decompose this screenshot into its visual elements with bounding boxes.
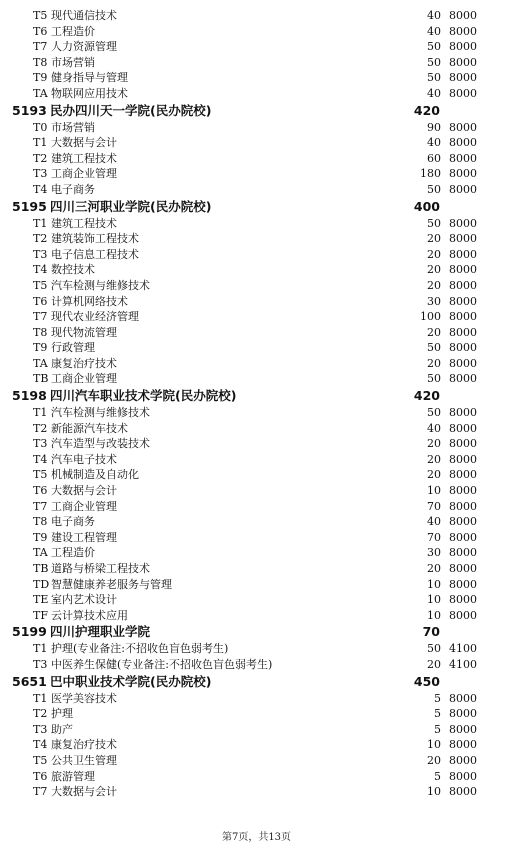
major-fee: 8000 [449, 40, 477, 54]
school-row [0, 102, 513, 120]
major-row [0, 737, 513, 753]
major-fee: 8000 [449, 452, 477, 466]
major-code: T1 [33, 136, 48, 150]
major-name: 建筑工程技术 [51, 216, 117, 230]
school-plan: 450 [413, 673, 440, 689]
major-row [0, 24, 513, 40]
major-plan: 50 [427, 372, 441, 386]
major-code: T3 [33, 167, 48, 181]
major-row [0, 467, 513, 483]
major-fee: 8000 [449, 216, 477, 230]
major-plan: 40 [427, 136, 441, 150]
major-row [0, 452, 513, 468]
major-name: 中医养生保健(专业备注:不招收色盲色弱考生) [51, 657, 273, 671]
major-fee: 8000 [449, 608, 477, 622]
major-code: T1 [33, 406, 48, 420]
major-code: TD [33, 577, 50, 591]
major-row [0, 577, 513, 593]
major-plan: 20 [427, 325, 441, 339]
major-code: T9 [33, 341, 48, 355]
major-fee: 8000 [449, 437, 477, 451]
major-name: 医学美容技术 [51, 691, 117, 705]
major-row [0, 340, 513, 356]
major-plan: 90 [427, 120, 441, 134]
major-plan: 20 [427, 753, 441, 767]
major-code: T3 [33, 437, 48, 451]
major-name: 市场营销 [51, 55, 95, 69]
major-name: 电子信息工程技术 [51, 247, 139, 261]
major-code: T5 [33, 468, 48, 482]
school-name: 四川三河职业学院(民办院校) [50, 198, 212, 214]
major-name: 云计算技术应用 [51, 608, 128, 622]
major-row [0, 691, 513, 707]
major-code: T8 [33, 325, 48, 339]
major-fee: 8000 [449, 515, 477, 529]
major-fee: 8000 [449, 769, 477, 783]
major-name: 护理 [51, 707, 73, 721]
major-fee: 8000 [449, 136, 477, 150]
major-row [0, 55, 513, 71]
major-name: 大数据与会计 [51, 484, 117, 498]
major-fee: 8000 [449, 691, 477, 705]
major-fee: 8000 [449, 278, 477, 292]
major-plan: 50 [427, 40, 441, 54]
major-name: 市场营销 [51, 120, 95, 134]
major-code: T0 [33, 120, 48, 134]
major-row [0, 120, 513, 136]
major-code: T7 [33, 40, 48, 54]
major-row [0, 405, 513, 421]
major-name: 道路与桥梁工程技术 [51, 562, 150, 575]
major-fee: 8000 [449, 71, 477, 85]
major-fee: 8000 [449, 577, 477, 591]
major-fee: 8000 [449, 722, 477, 736]
major-plan: 20 [427, 657, 441, 671]
major-fee: 8000 [449, 562, 477, 575]
school-code: 5199 [12, 624, 47, 640]
major-code: T8 [33, 55, 48, 69]
major-fee: 8000 [449, 55, 477, 69]
major-row [0, 182, 513, 198]
school-code: 5651 [12, 673, 47, 689]
school-name: 民办四川天一学院(民办院校) [50, 102, 212, 118]
major-row [0, 608, 513, 624]
major-fee: 8000 [449, 421, 477, 435]
school-name: 四川汽车职业技术学院(民办院校) [50, 388, 237, 404]
major-row [0, 166, 513, 182]
major-name: 汽车造型与改装技术 [51, 437, 150, 451]
major-plan: 20 [427, 232, 441, 246]
major-fee: 4100 [449, 642, 477, 656]
major-fee: 8000 [449, 232, 477, 246]
major-name: 工商企业管理 [51, 372, 117, 386]
major-fee: 8000 [449, 753, 477, 767]
major-code: TF [33, 608, 48, 622]
major-plan: 20 [427, 263, 441, 277]
major-row [0, 545, 513, 561]
major-fee: 8000 [449, 341, 477, 355]
major-plan: 20 [427, 562, 441, 575]
major-plan: 30 [427, 294, 441, 308]
major-code: T9 [33, 71, 48, 85]
major-plan: 40 [427, 86, 441, 100]
major-name: 助产 [51, 722, 73, 736]
major-plan: 5 [434, 691, 441, 705]
major-code: T1 [33, 216, 48, 230]
major-name: 大数据与会计 [51, 785, 117, 799]
major-fee: 8000 [449, 372, 477, 386]
major-fee: 8000 [449, 86, 477, 100]
major-code: T2 [33, 232, 48, 246]
major-row [0, 39, 513, 55]
major-row [0, 247, 513, 263]
major-plan: 180 [420, 167, 441, 181]
major-name: 汽车电子技术 [51, 452, 117, 466]
major-row [0, 216, 513, 232]
major-name: 旅游管理 [51, 769, 95, 783]
major-name: 汽车检测与维修技术 [51, 278, 150, 292]
major-code: T4 [33, 452, 48, 466]
major-fee: 8000 [449, 310, 477, 324]
major-code: TE [33, 593, 49, 607]
major-code: T1 [33, 691, 48, 705]
major-row [0, 483, 513, 499]
major-fee: 8000 [449, 499, 477, 513]
school-plan: 70 [422, 624, 440, 640]
major-name: 康复治疗技术 [51, 738, 117, 752]
major-name: 建筑装饰工程技术 [51, 232, 139, 246]
major-plan: 30 [427, 546, 441, 560]
major-name: 数控技术 [51, 263, 95, 277]
major-name: 建筑工程技术 [51, 151, 117, 165]
major-code: T4 [33, 263, 48, 277]
major-plan: 40 [427, 9, 441, 22]
major-plan: 70 [427, 530, 441, 544]
major-plan: 20 [427, 452, 441, 466]
major-fee: 8000 [449, 247, 477, 261]
major-row [0, 753, 513, 769]
major-code: T2 [33, 421, 48, 435]
major-code: TB [33, 562, 49, 575]
major-plan: 50 [427, 71, 441, 85]
major-row [0, 86, 513, 102]
major-name: 大数据与会计 [51, 136, 117, 150]
major-fee: 8000 [449, 151, 477, 165]
major-row [0, 722, 513, 738]
major-code: T6 [33, 294, 48, 308]
major-name: 新能源汽车技术 [51, 421, 128, 435]
major-code: T6 [33, 769, 48, 783]
major-name: 计算机网络技术 [51, 294, 128, 308]
major-name: 工商企业管理 [51, 167, 117, 181]
school-plan: 420 [413, 388, 440, 404]
major-name: 护理(专业备注:不招收色盲色弱考生) [51, 642, 229, 656]
major-plan: 60 [427, 151, 441, 165]
major-name: 电子商务 [51, 182, 95, 196]
major-code: T4 [33, 182, 48, 196]
major-code: T3 [33, 722, 48, 736]
major-code: T2 [33, 707, 48, 721]
major-code: T9 [33, 530, 48, 544]
major-row [0, 371, 513, 387]
major-plan: 50 [427, 55, 441, 69]
major-fee: 8000 [449, 263, 477, 277]
major-row [0, 325, 513, 341]
school-row [0, 673, 513, 691]
major-plan: 100 [420, 310, 441, 324]
major-plan: 50 [427, 406, 441, 420]
school-plan: 400 [413, 198, 440, 214]
school-name: 巴中职业技术学院(民办院校) [50, 673, 212, 689]
major-name: 工商企业管理 [51, 499, 117, 513]
major-row [0, 356, 513, 372]
major-code: T5 [33, 278, 48, 292]
major-fee: 8000 [449, 484, 477, 498]
major-fee: 8000 [449, 120, 477, 134]
major-name: 电子商务 [51, 515, 95, 529]
major-plan: 20 [427, 247, 441, 261]
major-name: 物联网应用技术 [51, 86, 128, 100]
major-fee: 8000 [449, 356, 477, 370]
major-row [0, 309, 513, 325]
major-name: 智慧健康养老服务与管理 [51, 577, 172, 591]
major-row [0, 592, 513, 608]
major-plan: 5 [434, 707, 441, 721]
major-plan: 10 [427, 738, 441, 752]
major-name: 汽车检测与维修技术 [51, 406, 150, 420]
major-row [0, 421, 513, 437]
major-plan: 5 [434, 769, 441, 783]
major-fee: 8000 [449, 468, 477, 482]
major-plan: 40 [427, 421, 441, 435]
major-fee: 8000 [449, 546, 477, 560]
major-row [0, 231, 513, 247]
major-fee: 8000 [449, 182, 477, 196]
major-fee: 8000 [449, 406, 477, 420]
school-name: 四川护理职业学院 [50, 624, 151, 640]
major-name: 现代物流管理 [51, 325, 117, 339]
major-name: 建设工程管理 [51, 530, 117, 544]
major-code: T7 [33, 310, 48, 324]
major-row [0, 657, 513, 673]
major-name: 室内艺术设计 [51, 593, 117, 607]
major-row [0, 70, 513, 86]
major-fee: 8000 [449, 294, 477, 308]
major-fee: 8000 [449, 593, 477, 607]
major-plan: 20 [427, 356, 441, 370]
major-plan: 10 [427, 484, 441, 498]
major-fee: 8000 [449, 24, 477, 38]
major-name: 人力资源管理 [51, 40, 117, 54]
school-code: 5193 [12, 102, 47, 118]
major-code: TA [33, 356, 48, 370]
major-row [0, 151, 513, 167]
school-code: 5195 [12, 198, 47, 214]
major-code: TB [33, 372, 49, 386]
major-fee: 8000 [449, 325, 477, 339]
school-row [0, 387, 513, 405]
major-plan: 50 [427, 182, 441, 196]
major-row [0, 135, 513, 151]
major-plan: 10 [427, 785, 441, 799]
major-row [0, 784, 513, 800]
major-plan: 50 [427, 341, 441, 355]
major-fee: 8000 [449, 707, 477, 721]
page-footer: 第7页，共13页 [221, 832, 292, 843]
major-fee: 8000 [449, 785, 477, 799]
major-plan: 20 [427, 278, 441, 292]
major-code: T3 [33, 657, 48, 671]
school-plan: 420 [413, 102, 440, 118]
major-row [0, 706, 513, 722]
major-plan: 40 [427, 515, 441, 529]
major-fee: 8000 [449, 738, 477, 752]
major-plan: 50 [427, 216, 441, 230]
major-fee: 8000 [449, 167, 477, 181]
major-code: T1 [33, 642, 48, 656]
major-row [0, 499, 513, 515]
school-row [0, 623, 513, 641]
major-plan: 10 [427, 577, 441, 591]
major-row [0, 262, 513, 278]
enrollment-table [0, 8, 513, 800]
major-code: TA [33, 546, 48, 560]
major-code: T6 [33, 24, 48, 38]
major-row [0, 294, 513, 310]
major-name: 现代农业经济管理 [51, 310, 139, 324]
major-code: T5 [33, 9, 48, 22]
major-fee: 8000 [449, 9, 477, 22]
major-row [0, 530, 513, 546]
major-plan: 10 [427, 593, 441, 607]
major-row [0, 769, 513, 785]
major-code: TA [33, 86, 48, 100]
major-name: 工程造价 [51, 546, 95, 560]
major-plan: 10 [427, 608, 441, 622]
major-row [0, 436, 513, 452]
major-name: 工程造价 [51, 24, 95, 38]
major-name: 健身指导与管理 [51, 71, 128, 85]
major-row [0, 514, 513, 530]
major-plan: 20 [427, 437, 441, 451]
major-name: 行政管理 [51, 341, 95, 355]
major-plan: 5 [434, 722, 441, 736]
major-code: T8 [33, 515, 48, 529]
major-code: T7 [33, 785, 48, 799]
school-row [0, 198, 513, 216]
major-name: 现代通信技术 [51, 9, 117, 22]
major-code: T7 [33, 499, 48, 513]
major-code: T6 [33, 484, 48, 498]
major-row [0, 278, 513, 294]
major-row [0, 641, 513, 657]
major-row [0, 561, 513, 577]
major-code: T3 [33, 247, 48, 261]
major-code: T5 [33, 753, 48, 767]
major-code: T2 [33, 151, 48, 165]
major-name: 康复治疗技术 [51, 356, 117, 370]
major-fee: 4100 [449, 657, 477, 671]
major-plan: 40 [427, 24, 441, 38]
school-code: 5198 [12, 388, 47, 404]
major-plan: 50 [427, 642, 441, 656]
major-fee: 8000 [449, 530, 477, 544]
major-name: 公共卫生管理 [51, 753, 117, 767]
major-row [0, 8, 513, 24]
major-name: 机械制造及自动化 [51, 468, 139, 482]
major-plan: 20 [427, 468, 441, 482]
major-code: T4 [33, 738, 48, 752]
major-plan: 70 [427, 499, 441, 513]
